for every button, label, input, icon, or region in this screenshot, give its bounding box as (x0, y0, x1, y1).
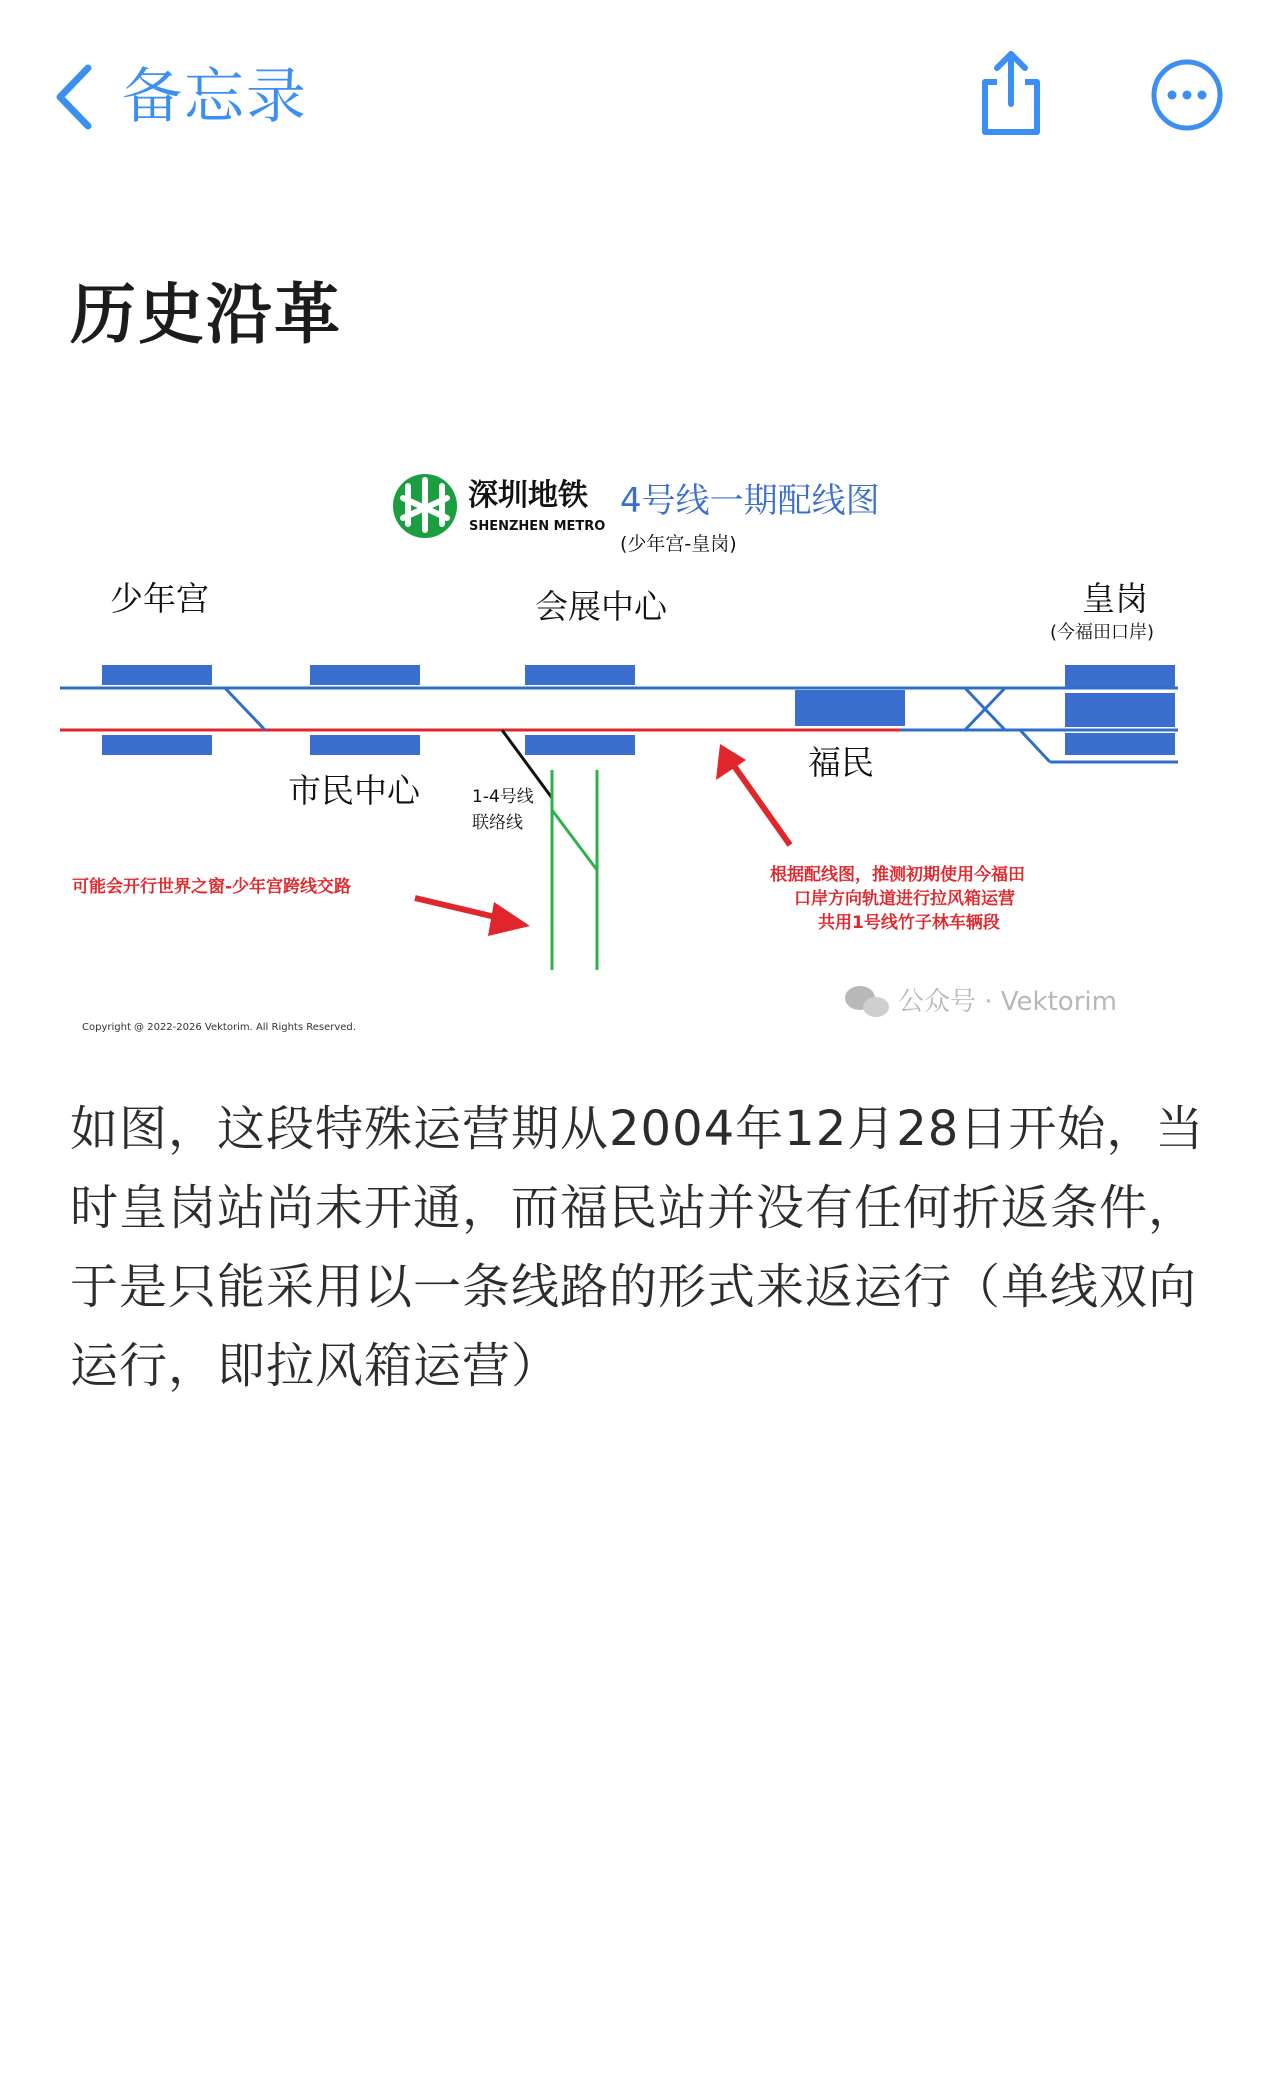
annotation-right-1: 根据配线图，推测初期使用今福田 (770, 865, 1025, 885)
link-line-label-2: 联络线 (472, 813, 523, 833)
note-title: 历史沿革 (70, 276, 342, 353)
platform (795, 690, 905, 726)
annotation-right-3: 共用1号线竹子林车辆段 (818, 913, 1000, 933)
platform (310, 665, 420, 685)
station-shiminzhongxin: 市民中心 (288, 771, 420, 810)
crossover-left (225, 688, 265, 730)
map-subtitle: (少年宫-皇岗) (620, 533, 737, 555)
platform (1065, 665, 1175, 687)
chevron-left-icon (52, 62, 96, 132)
station-huizhanzhongxin: 会展中心 (535, 587, 667, 626)
platform (1065, 693, 1175, 727)
back-button[interactable] (52, 62, 308, 132)
brand-cn: 深圳地铁 (468, 478, 588, 513)
link-line-green-cross (552, 810, 597, 870)
copyright: Copyright @ 2022-2026 Vektorim. All Rights Reserved. (82, 1022, 356, 1033)
platform (525, 665, 635, 685)
platforms (102, 665, 1175, 755)
platform (102, 665, 212, 685)
link-line-label-1: 1-4号线 (472, 787, 534, 807)
station-huanggang: 皇岗 (1082, 579, 1148, 618)
brand-en: SHENZHEN METRO (469, 519, 606, 534)
siding-branch (1020, 730, 1050, 762)
platform (310, 735, 420, 755)
station-shaoniangong: 少年宫 (110, 579, 209, 618)
share-icon[interactable] (975, 48, 1047, 138)
platform (1065, 733, 1175, 755)
more-options-icon[interactable] (1150, 58, 1224, 132)
track-diagram-image (60, 450, 1220, 1050)
platform (102, 735, 212, 755)
arrow-left-head (488, 902, 530, 936)
note-body: 如图，这段特殊运营期从2004年12月28日开始，当时皇岗站尚未开通，而福民站并没有任何折返条件，于是只能采用以一条线路的形式来返运行（单线双向运行，即拉风箱运营） (70, 1101, 1205, 1394)
platform (525, 735, 635, 755)
shenzhen-metro-logo-icon (393, 474, 457, 538)
annotation-right-2: 口岸方向轨道进行拉风箱运营 (794, 889, 1015, 909)
navigation-bar (0, 0, 1280, 200)
back-button-label: 备忘录 (122, 62, 308, 132)
annotation-left: 可能会开行世界之窗-少年宫跨线交路 (72, 877, 352, 897)
watermark: 公众号 · Vektorim (898, 987, 1117, 1017)
wechat-icon (845, 986, 889, 1017)
station-huanggang-note: (今福田口岸) (1050, 622, 1155, 643)
station-fumin: 福民 (808, 743, 874, 782)
arrow-right-shaft (732, 763, 790, 845)
map-title: 4号线一期配线图 (620, 481, 880, 521)
